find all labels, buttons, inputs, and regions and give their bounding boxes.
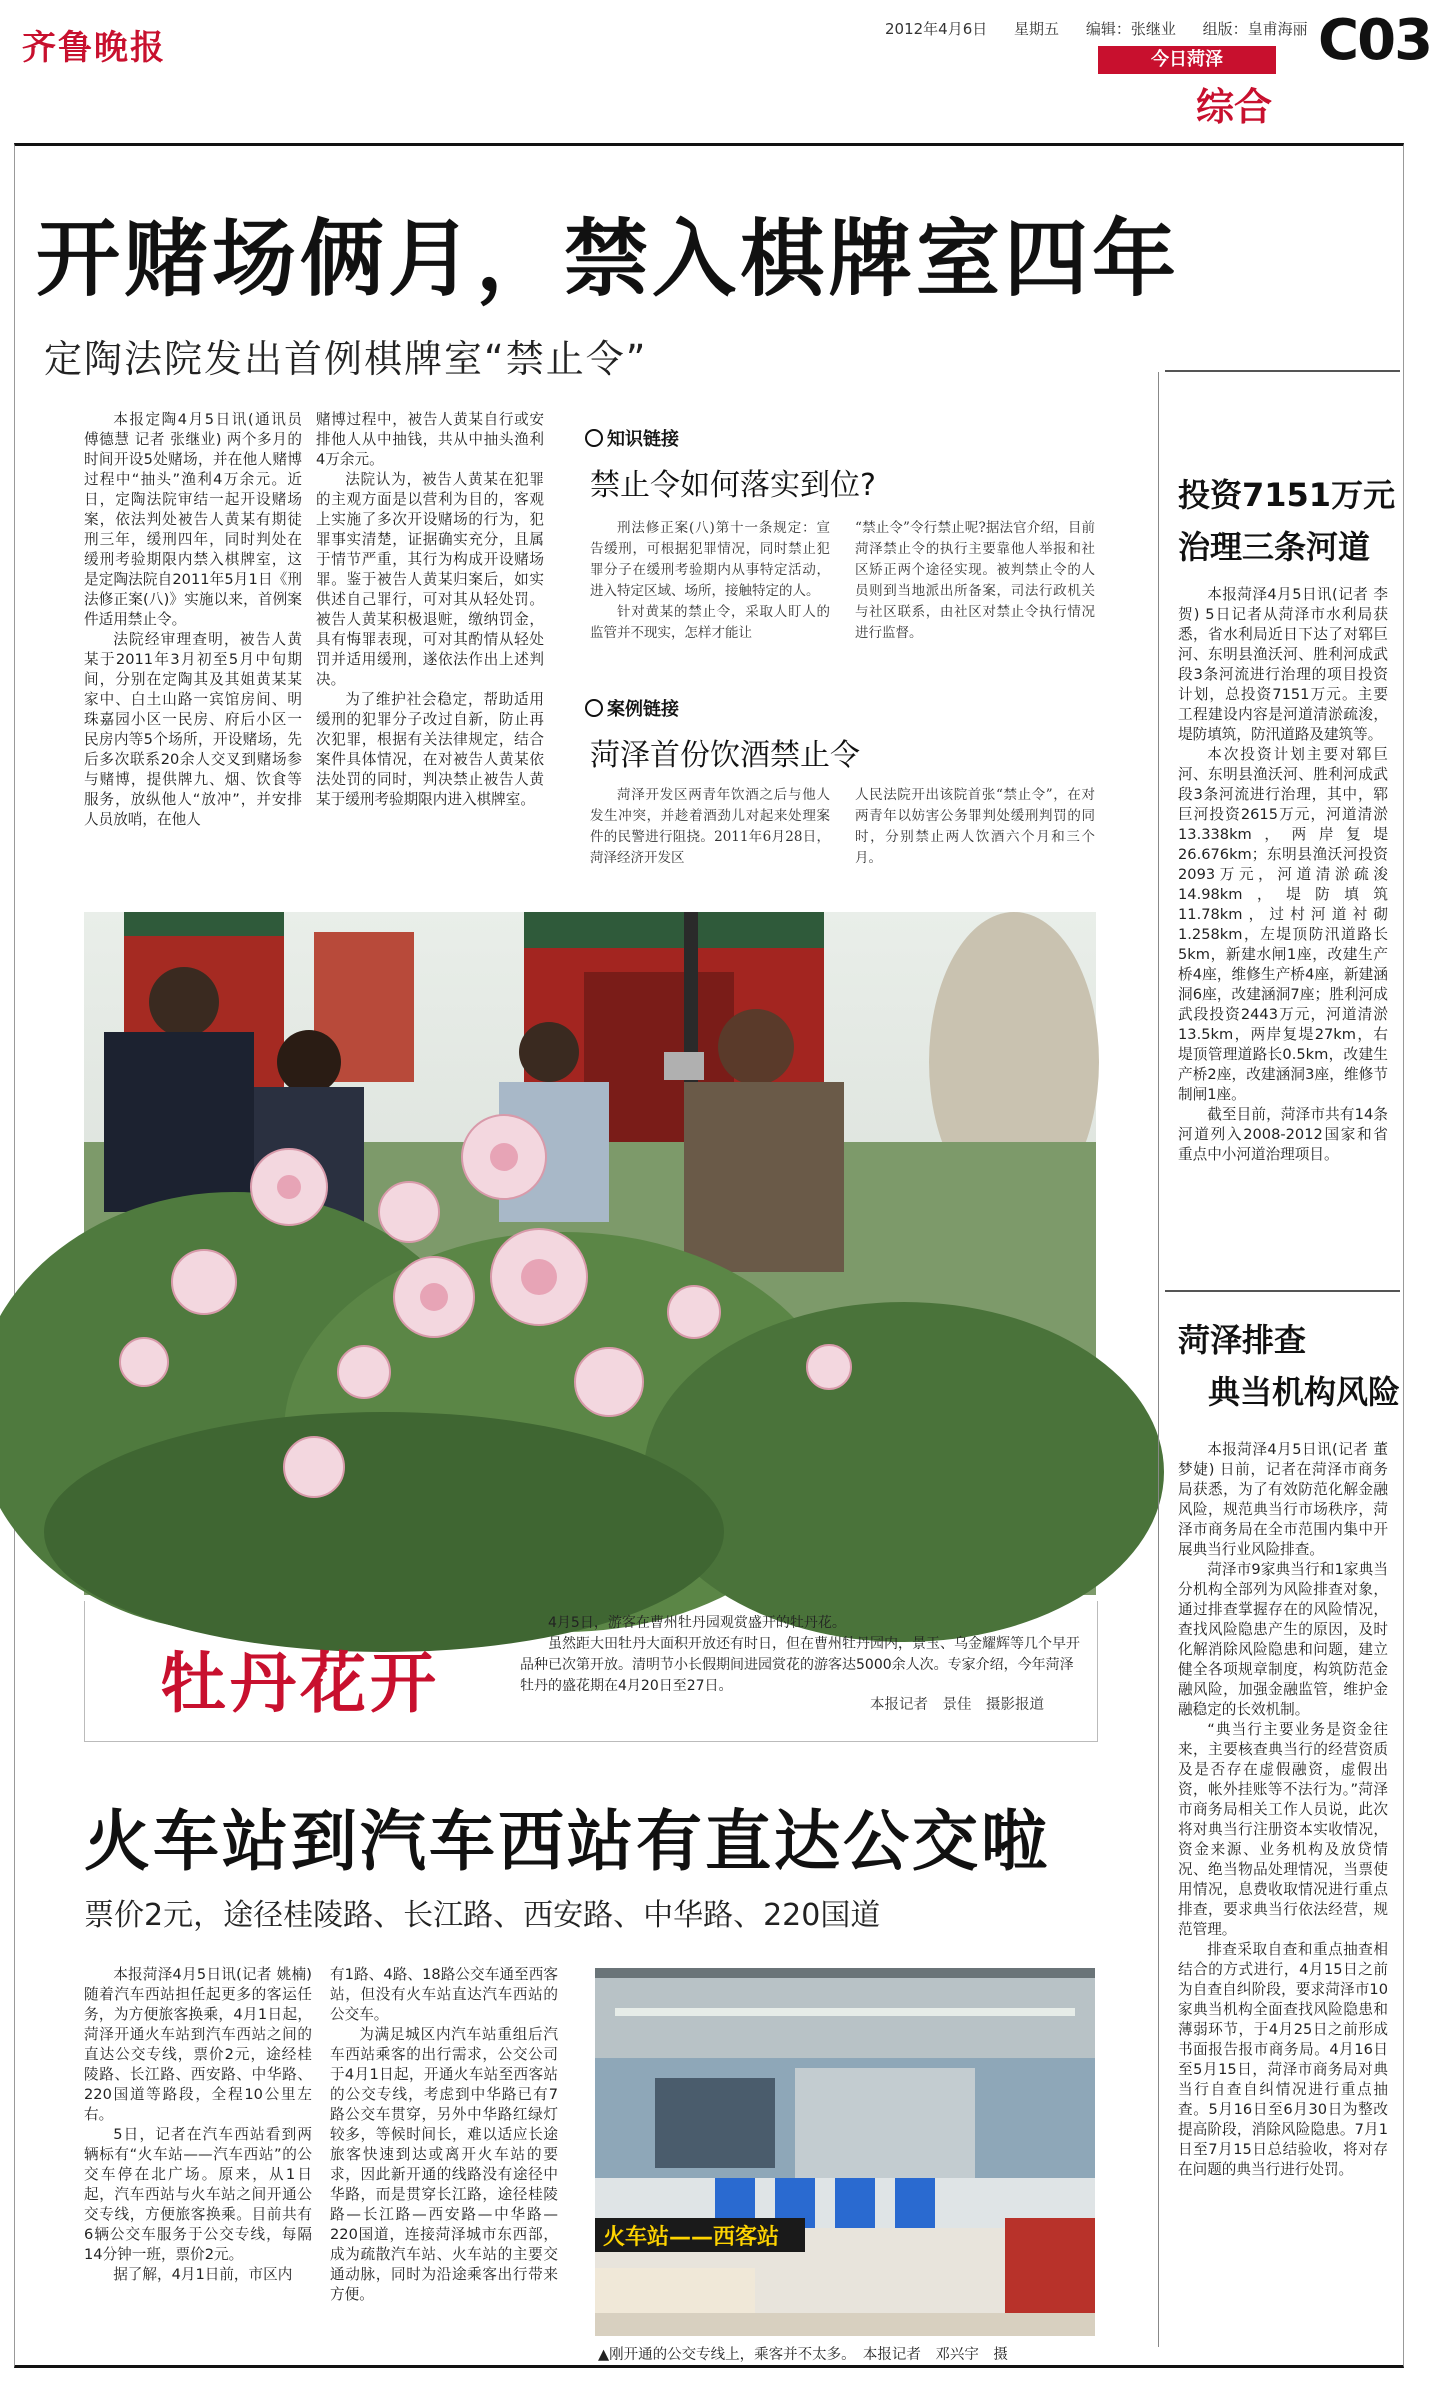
bus-headline: 火车站到汽车西站有直达公交啦 <box>84 1803 1050 1880</box>
knowledge-link-title: 禁止令如何落实到位? <box>590 468 876 503</box>
paragraph: 人民法院开出该院首张“禁止令”，在对两青年以妨害公务罪判处缓刑判罚的同时，分别禁止两人饮酒六个月和三个月。 <box>855 787 1095 866</box>
paragraph: 5日，记者在汽车西站看到两辆标有“火车站——汽车西站”的公交车停在北广场。原来，从1日起，汽车西站与火车站之间开通公交专线，方便旅客换乘。目前共有6辆公交车服务于公交专线，每隔14分钟一班，票价2元。 <box>84 2126 312 2263</box>
editor-credit: 编辑：张继业 <box>1085 20 1176 38</box>
paragraph: 刑法修正案(八)第十一条规定：宣告缓刑，可根据犯罪情况，同时禁止犯罪分子在缓刑考验期内从事特定活动，进入特定区域、场所，接触特定的人。 <box>590 520 830 599</box>
bus-photo <box>595 1968 1095 2336</box>
sidebar-story1-title-1: 投资7151万元 <box>1178 476 1396 514</box>
paragraph: 菏泽开发区两青年饮酒之后与他人发生冲突，并趁着酒劲儿对起来处理案件的民警进行阻挠。2011年6月28日，菏泽经济开发区 <box>590 787 830 866</box>
sidebar-story2-body <box>1178 1440 1388 2350</box>
paragraph: 为满足城区内汽车站重组后汽车西站乘客的出行需求，公交公司于4月1日起，开通火车站至西客站的公交专线，考虑到中华路已有7路公交车贯穿，另外中华路红绿灯较多，等候时间长，难以适应长途旅客快速到达或离开火车站的要求，因此新开通的线路没有途径中华路，而是贯穿长江路，途径桂陵路—长江路—西安路—中华路—220国道，连接菏泽城市东西部，成为疏散汽车站、火车站的主要交通动脉，同时为沿途乘客出行带来方便。 <box>330 2026 558 2303</box>
tag-label: 案例链接 <box>607 699 679 720</box>
photo-credit: 本报记者 景佳 摄影报道 <box>870 1697 1044 1713</box>
paragraph: 有1路、4路、18路公交车通至西客站，但没有火车站直达汽车西站的公交车。 <box>330 1966 558 2023</box>
photo-feature-title: 牡丹花开 <box>160 1645 440 1722</box>
bus-column-2 <box>330 1965 558 2365</box>
paragraph: 赌博过程中，被告人黄某自行或安排他人从中抽钱，共从中抽头渔利4万余元。 <box>316 411 544 468</box>
circle-icon <box>585 699 603 717</box>
paragraph: 本报菏泽4月5日讯(记者 董梦婕) 日前，记者在菏泽市商务局获悉，为了有效防范化解金融风险，规范典当行市场秩序，菏泽市商务局在全市范围内集中开展典当行业风险排查。 <box>1178 1441 1388 1558</box>
sidebar-story1-title-2: 治理三条河道 <box>1178 528 1371 566</box>
sidebar-rule <box>1165 1290 1400 1292</box>
sidebar-story1-body <box>1178 585 1388 1275</box>
knowledge-column-1 <box>590 518 830 668</box>
paragraph: 为了维护社会稳定，帮助适用缓刑的犯罪分子改过自新，防止再次犯罪，根据有关法律规定，结合案件具体情况，在对被告人黄某依法处罚的同时，判决禁止被告人黄某于缓刑考验期限内进入棋牌室。 <box>316 691 544 808</box>
bus-photo-caption: ▲刚开通的公交专线上，乘客并不太多。 本报记者 邓兴宇 摄 <box>598 2347 1008 2363</box>
paragraph: 截至目前，菏泽市共有14条河道列入2008-2012国家和省重点中小河道治理项目。 <box>1178 1106 1388 1163</box>
paragraph: 本报菏泽4月5日讯(记者 李贺) 5日记者从菏泽市水利局获悉，省水利局近日下达了对郓巨河、东明县渔沃河、胜利河成武段3条河流进行治理的项目投资计划，总投资7151万元。主要工程建设内容是河道清淤疏浚，堤防填筑，防汛道路及建筑等。 <box>1178 586 1388 743</box>
paragraph: 本次投资计划主要对郓巨河、东明县渔沃河、胜利河成武段3条河流进行治理，其中，郓巨河投资2615万元，河道清淤13.338km，两岸复堤26.676km；东明县渔沃河投资2093万元，河道清淤疏浚14.98km，堤防填筑11.78km，过村河道衬砌1.258km，左堤顶防汛道路长5km，新建水闸1座，改建生产桥4座，维修生产桥4座，新建涵洞6座，改建涵洞7座；胜利河成武段投资2443万元，河道清淤13.5km，两岸复堤27km，右堤顶管理道路长0.5km，改建生产桥2座，改建涵洞3座，维修节制闸1座。 <box>1178 746 1388 1103</box>
sidebar-divider <box>1158 372 1159 2347</box>
sidebar-story2-title-1: 菏泽排查 <box>1178 1321 1307 1359</box>
peony-photo-illustration <box>84 912 1096 1595</box>
issue-date: 2012年4月6日 <box>885 20 988 38</box>
newspaper-logo: 齐鲁晚报 <box>22 28 166 68</box>
paragraph: 法院经审理查明，被告人黄某于2011年3月初至5月中旬期间，分别在定陶其及其姐黄某某家中、白土山路一宾馆房间、明珠嘉园小区一民房、府后小区一民房内等5个场所，开设赌场，先后多次联系20余人交叉到赌场参与赌博，提供牌九、烟、饮食等服务，放纵他人“放冲”，并安排人员放哨，在他人 <box>84 631 302 828</box>
case-link-tag <box>585 695 679 721</box>
bus-sign-text: 火车站——西客站 <box>603 2225 780 2250</box>
page-code: C03 <box>1318 8 1431 73</box>
case-link-title: 菏泽首份饮酒禁止令 <box>590 738 860 773</box>
sidebar-story2-title-2: 典当机构风险 <box>1208 1373 1401 1411</box>
caption-line: 4月5日，游客在曹州牡丹园观赏盛开的牡丹花。 <box>548 1615 846 1631</box>
paragraph: 本报定陶4月5日讯(通讯员 傅德慧 记者 张继业) 两个多月的时间开设5处赌场，并在他人赌博过程中“抽头”渔利4万余元。近日，定陶法院审结一起开设赌场案，依法判处被告人黄某有期徒刑三年，缓刑四年，同时判处在缓刑考验期限内禁入棋牌室，这是定陶法院自2011年5月1日《刑法修正案(八)》实施以来，首例案件适用禁止令。 <box>84 411 302 628</box>
lead-subheadline: 定陶法院发出首例棋牌室“禁止令” <box>44 337 648 381</box>
section-name: 综合 <box>1196 85 1273 129</box>
bus-photo-illustration <box>595 1968 1095 2336</box>
lead-headline: 开赌场俩月，禁入棋牌室四年 <box>36 210 1181 308</box>
peony-photo <box>84 912 1096 1595</box>
paragraph: 排查采取自查和重点抽查相结合的方式进行，4月15日之前为自查自纠阶段，要求菏泽市10家典当机构全面查找风险隐患和薄弱环节，于4月25日之前形成书面报告报市商务局。4月16日至5月15日，菏泽市商务局对典当行自查自纠情况进行重点抽查。5月16日至6月30日为整改提高阶段，消除风险隐患。7月1日至7月15日总结验收，将对存在问题的典当行进行处罚。 <box>1178 1941 1388 2178</box>
case-column-2 <box>855 785 1095 869</box>
case-column-1 <box>590 785 830 869</box>
knowledge-link-tag <box>585 425 679 451</box>
paragraph: 据了解，4月1日前，市区内 <box>113 2266 293 2283</box>
paragraph: 本报菏泽4月5日讯(记者 姚楠) 随着汽车西站担任起更多的客运任务，为方便旅客换乘，4月1日起，菏泽开通火车站到汽车西站之间的直达公交专线，票价2元，途经桂陵路、长江路、西安路、中华路、220国道等路段，全程10公里左右。 <box>84 1966 312 2123</box>
paragraph: “禁止令”令行禁止呢?据法官介绍，目前菏泽禁止令的执行主要靠他人举报和社区矫正两个途径实现。被判禁止令的人员则到当地派出所备案，司法行政机关与社区联系，由社区对禁止令执行情况进行监督。 <box>855 520 1095 641</box>
lead-column-2 <box>316 410 544 870</box>
bus-subheadline: 票价2元，途径桂陵路、长江路、西安路、中华路、220国道 <box>84 1898 881 1933</box>
section-tab: 今日菏泽 <box>1098 46 1276 74</box>
paragraph: 菏泽市9家典当行和1家典当分机构全部列为风险排查对象，通过排查掌握存在的风险情况，查找风险隐患产生的原因，及时化解消除风险隐患和问题，建立健全各项规章制度，构筑防范金融风险，加强金融监管，维护金融稳定的长效机制。 <box>1178 1561 1388 1718</box>
layout-credit: 组版：皇甫海丽 <box>1202 20 1308 38</box>
knowledge-column-2 <box>855 518 1095 668</box>
issue-weekday: 星期五 <box>1014 20 1060 38</box>
caption-line: 虽然距大田牡丹大面积开放还有时日，但在曹州牡丹园内，景玉、乌金耀辉等几个早开品种已次第开放。清明节小长假期间进园赏花的游客达5000余人次。专家介绍，今年菏泽牡丹的盛花期在4月20日至27日。 <box>520 1636 1080 1694</box>
tag-label: 知识链接 <box>607 429 679 450</box>
bus-column-1 <box>84 1965 312 2365</box>
paragraph: “典当行主要业务是资金往来，主要核查典当行的经营资质及是否存在虚假融资，虚假出资，帐外挂账等不法行为。”菏泽市商务局相关工作人员说，此次将对典当行注册资本实收情况，资金来源、业务机构及放贷情况、绝当物品处理情况，当票使用情况，息费收取情况进行重点排查，要求典当行依法经营，规范管理。 <box>1178 1721 1388 1938</box>
header-info <box>885 18 1330 39</box>
circle-icon <box>585 429 603 447</box>
lead-column-1 <box>84 410 302 870</box>
paragraph: 针对黄某的禁止令，采取人盯人的监管并不现实，怎样才能让 <box>590 604 830 641</box>
sidebar-rule <box>1165 370 1400 372</box>
paragraph: 法院认为，被告人黄某在犯罪的主观方面是以营利为目的，客观上实施了多次开设赌场的行为，犯罪事实清楚，证据确实充分，且属于情节严重，其行为构成开设赌场罪。鉴于被告人黄某归案后，如实供述自己罪行，可对其从轻处罚。被告人黄某积极退赃，缴纳罚金，具有悔罪表现，可对其酌情从轻处罚并适用缓刑，遂依法作出上述判决。 <box>316 471 544 688</box>
photo-caption <box>520 1613 1085 1697</box>
